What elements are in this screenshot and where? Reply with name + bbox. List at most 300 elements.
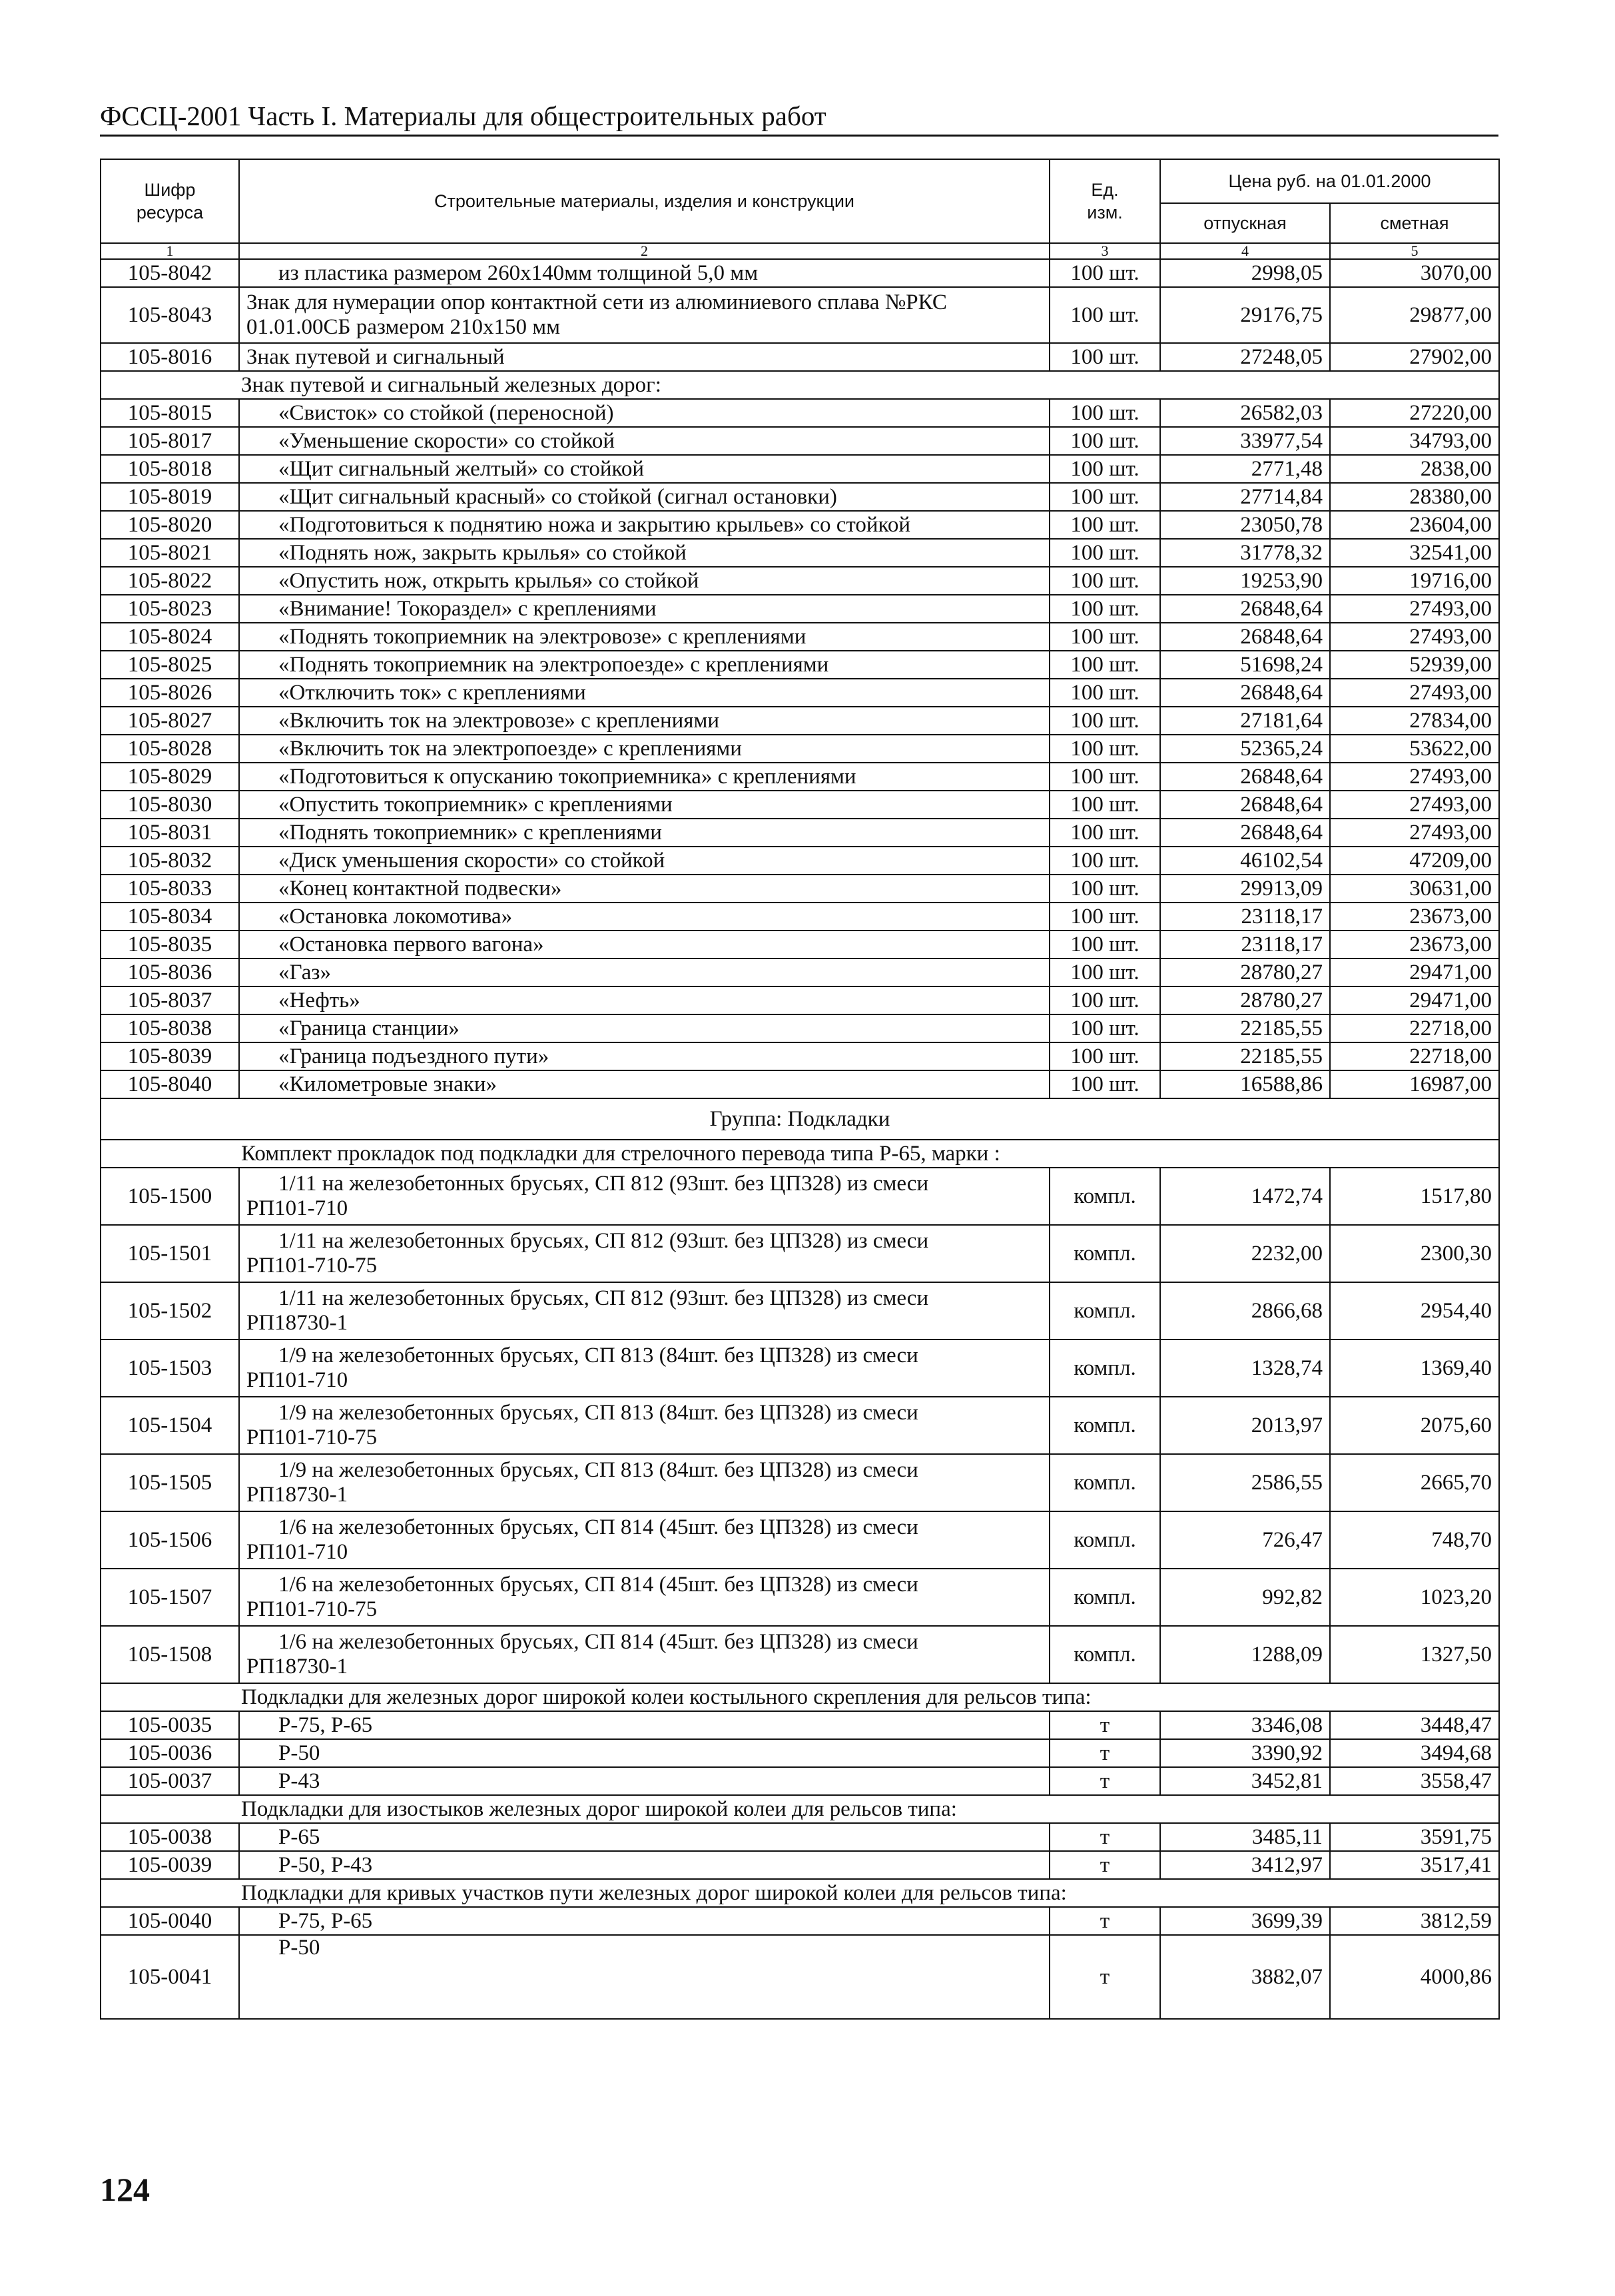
release-price: 2866,68 — [1160, 1282, 1330, 1339]
unit-cell: 100 шт. — [1050, 958, 1160, 986]
item-name: «Километровые знаки» — [239, 1070, 1050, 1098]
header-name: Строительные материалы, изделия и конструкции — [239, 159, 1050, 243]
item-name-line2: РП18730-1 — [246, 1655, 348, 1679]
table-row — [101, 986, 1499, 1014]
table-row — [101, 1397, 1499, 1454]
release-price: 19253,90 — [1160, 567, 1330, 595]
resource-code: 105-0037 — [101, 1767, 239, 1795]
table-row — [101, 679, 1499, 707]
item-name — [239, 1225, 1050, 1282]
table-row — [101, 287, 1499, 343]
price-table — [100, 159, 1500, 2020]
unit-cell: 100 шт. — [1050, 763, 1160, 791]
item-name: «Включить ток на электровозе» с креплениями — [239, 707, 1050, 735]
estimate-price: 1023,20 — [1330, 1569, 1499, 1626]
resource-code: 105-8028 — [101, 735, 239, 763]
item-name-line1: 1/6 на железобетонных брусьях, СП 814 (45шт. без ЦП328) из смеси — [278, 1573, 918, 1597]
item-name: «Уменьшение скорости» со стойкой — [239, 427, 1050, 455]
item-name: Знак путевой и сигнальный — [239, 343, 1050, 371]
unit-cell: 100 шт. — [1050, 707, 1160, 735]
section-heading: Знак путевой и сигнальный железных дорог: — [101, 371, 1499, 399]
release-price: 27181,64 — [1160, 707, 1330, 735]
estimate-price: 53622,00 — [1330, 735, 1499, 763]
resource-code: 105-8037 — [101, 986, 239, 1014]
unit-cell: 100 шт. — [1050, 259, 1160, 287]
release-price: 3485,11 — [1160, 1823, 1330, 1851]
item-name: «Диск уменьшения скорости» со стойкой — [239, 847, 1050, 875]
release-price: 22185,55 — [1160, 1042, 1330, 1070]
release-price: 1288,09 — [1160, 1626, 1330, 1683]
section-heading: Комплект прокладок под подкладки для стрелочного перевода типа Р-65, марки : — [101, 1140, 1499, 1168]
release-price: 28780,27 — [1160, 958, 1330, 986]
estimate-price: 2300,30 — [1330, 1225, 1499, 1282]
unit-cell: т — [1050, 1851, 1160, 1879]
estimate-price: 2075,60 — [1330, 1397, 1499, 1454]
column-number: 5 — [1330, 243, 1499, 259]
release-price: 31778,32 — [1160, 539, 1330, 567]
release-price: 26582,03 — [1160, 399, 1330, 427]
resource-code: 105-0040 — [101, 1907, 239, 1935]
release-price: 23118,17 — [1160, 903, 1330, 931]
unit-cell: 100 шт. — [1050, 623, 1160, 651]
release-price: 27714,84 — [1160, 483, 1330, 511]
table-row — [101, 399, 1499, 427]
item-name: «Поднять нож, закрыть крылья» со стойкой — [239, 539, 1050, 567]
table-row — [101, 1935, 1499, 2019]
estimate-price: 29471,00 — [1330, 958, 1499, 986]
estimate-price: 27220,00 — [1330, 399, 1499, 427]
resource-code: 105-1504 — [101, 1397, 239, 1454]
resource-code: 105-1505 — [101, 1454, 239, 1511]
resource-code: 105-8029 — [101, 763, 239, 791]
item-name: «Поднять токоприемник» с креплениями — [239, 819, 1050, 847]
unit-cell: 100 шт. — [1050, 1014, 1160, 1042]
section-heading: Подкладки для изостыков железных дорог широкой колеи для рельсов типа: — [101, 1795, 1499, 1823]
resource-code: 105-0038 — [101, 1823, 239, 1851]
resource-code: 105-8027 — [101, 707, 239, 735]
release-price: 46102,54 — [1160, 847, 1330, 875]
item-name-line1: 1/11 на железобетонных брусьях, СП 812 (93шт. без ЦП328) из смеси — [278, 1172, 929, 1196]
unit-cell: 100 шт. — [1050, 343, 1160, 371]
estimate-price: 2838,00 — [1330, 455, 1499, 483]
table-row — [101, 903, 1499, 931]
unit-cell: компл. — [1050, 1339, 1160, 1397]
unit-cell: т — [1050, 1767, 1160, 1795]
item-name: «Щит сигнальный красный» со стойкой (сигнал остановки) — [239, 483, 1050, 511]
group-row — [101, 1098, 1499, 1140]
section-row — [101, 1140, 1499, 1168]
resource-code: 105-8025 — [101, 651, 239, 679]
item-name: Р-43 — [239, 1767, 1050, 1795]
unit-cell: компл. — [1050, 1511, 1160, 1569]
header-unit-line1: Ед. — [1091, 180, 1119, 200]
item-name: «Поднять токоприемник на электропоезде» с креплениями — [239, 651, 1050, 679]
item-name: из пластика размером 260x140мм толщиной 5,0 мм — [239, 259, 1050, 287]
resource-code: 105-8020 — [101, 511, 239, 539]
table-row — [101, 427, 1499, 455]
estimate-price: 30631,00 — [1330, 875, 1499, 903]
item-name-line1: 1/6 на железобетонных брусьях, СП 814 (45шт. без ЦП328) из смеси — [278, 1630, 918, 1654]
unit-cell: компл. — [1050, 1397, 1160, 1454]
header-price-release: отпускная — [1160, 203, 1330, 243]
table-row — [101, 763, 1499, 791]
item-name-line2: РП18730-1 — [246, 1311, 348, 1335]
release-price: 26848,64 — [1160, 623, 1330, 651]
unit-cell: 100 шт. — [1050, 595, 1160, 623]
estimate-price: 3591,75 — [1330, 1823, 1499, 1851]
unit-cell: 100 шт. — [1050, 455, 1160, 483]
estimate-price: 3448,47 — [1330, 1711, 1499, 1739]
item-name: Р-75, Р-65 — [239, 1907, 1050, 1935]
estimate-price: 27493,00 — [1330, 679, 1499, 707]
resource-code: 105-8042 — [101, 259, 239, 287]
item-name — [239, 1339, 1050, 1397]
resource-code: 105-0035 — [101, 1711, 239, 1739]
item-name: «Остановка первого вагона» — [239, 931, 1050, 958]
unit-cell: 100 шт. — [1050, 819, 1160, 847]
release-price: 16588,86 — [1160, 1070, 1330, 1098]
table-row — [101, 1014, 1499, 1042]
column-number: 4 — [1160, 243, 1330, 259]
resource-code: 105-8022 — [101, 567, 239, 595]
estimate-price: 22718,00 — [1330, 1042, 1499, 1070]
item-name — [239, 1511, 1050, 1569]
unit-cell: 100 шт. — [1050, 791, 1160, 819]
estimate-price: 23673,00 — [1330, 903, 1499, 931]
release-price: 23050,78 — [1160, 511, 1330, 539]
header-code — [101, 159, 239, 243]
unit-cell: компл. — [1050, 1168, 1160, 1225]
release-price: 1472,74 — [1160, 1168, 1330, 1225]
estimate-price: 27493,00 — [1330, 595, 1499, 623]
resource-code: 105-1502 — [101, 1282, 239, 1339]
table-row — [101, 1070, 1499, 1098]
item-name: Р-50 — [239, 1935, 1050, 2019]
item-name: «Свисток» со стойкой (переносной) — [239, 399, 1050, 427]
estimate-price: 3517,41 — [1330, 1851, 1499, 1879]
table-row — [101, 1225, 1499, 1282]
unit-cell: т — [1050, 1823, 1160, 1851]
item-name: «Включить ток на электропоезде» с креплениями — [239, 735, 1050, 763]
table-row — [101, 791, 1499, 819]
estimate-price: 34793,00 — [1330, 427, 1499, 455]
table-row — [101, 1168, 1499, 1225]
release-price: 26848,64 — [1160, 819, 1330, 847]
item-name: «Подготовиться к поднятию ножа и закрытию крыльев» со стойкой — [239, 511, 1050, 539]
unit-cell: компл. — [1050, 1282, 1160, 1339]
unit-cell: 100 шт. — [1050, 1070, 1160, 1098]
estimate-price: 29471,00 — [1330, 986, 1499, 1014]
estimate-price: 23673,00 — [1330, 931, 1499, 958]
item-name-line1: 1/9 на железобетонных брусьях, СП 813 (84шт. без ЦП328) из смеси — [278, 1401, 918, 1425]
item-name: Знак для нумерации опор контактной сети из алюминиевого сплава №РКС 01.01.00СБ размером 210x150 мм — [239, 287, 1050, 343]
unit-cell: 100 шт. — [1050, 931, 1160, 958]
resource-code: 105-8017 — [101, 427, 239, 455]
release-price: 22185,55 — [1160, 1014, 1330, 1042]
release-price: 1328,74 — [1160, 1339, 1330, 1397]
resource-code: 105-8032 — [101, 847, 239, 875]
estimate-price: 22718,00 — [1330, 1014, 1499, 1042]
table-row — [101, 651, 1499, 679]
unit-cell: 100 шт. — [1050, 399, 1160, 427]
unit-cell: 100 шт. — [1050, 483, 1160, 511]
header-unit — [1050, 159, 1160, 243]
release-price: 726,47 — [1160, 1511, 1330, 1569]
unit-cell: 100 шт. — [1050, 847, 1160, 875]
item-name — [239, 1569, 1050, 1626]
unit-cell: 100 шт. — [1050, 539, 1160, 567]
release-price: 26848,64 — [1160, 679, 1330, 707]
unit-cell: 100 шт. — [1050, 735, 1160, 763]
table-row — [101, 455, 1499, 483]
item-name-line2: РП101-710 — [246, 1540, 348, 1564]
table-row — [101, 511, 1499, 539]
release-price: 52365,24 — [1160, 735, 1330, 763]
item-name-line1: 1/11 на железобетонных брусьях, СП 812 (93шт. без ЦП328) из смеси — [278, 1286, 929, 1310]
header-price-estimate: сметная — [1330, 203, 1499, 243]
resource-code: 105-8016 — [101, 343, 239, 371]
resource-code: 105-8018 — [101, 455, 239, 483]
release-price: 26848,64 — [1160, 791, 1330, 819]
estimate-price: 23604,00 — [1330, 511, 1499, 539]
resource-code: 105-8023 — [101, 595, 239, 623]
estimate-price: 27902,00 — [1330, 343, 1499, 371]
release-price: 3346,08 — [1160, 1711, 1330, 1739]
item-name-line1: 1/11 на железобетонных брусьях, СП 812 (93шт. без ЦП328) из смеси — [278, 1229, 929, 1253]
item-name-line1: 1/9 на железобетонных брусьях, СП 813 (84шт. без ЦП328) из смеси — [278, 1458, 918, 1482]
estimate-price: 3558,47 — [1330, 1767, 1499, 1795]
release-price: 51698,24 — [1160, 651, 1330, 679]
header-unit-line2: изм. — [1087, 202, 1123, 222]
table-row — [101, 875, 1499, 903]
table-row — [101, 1569, 1499, 1626]
table-row — [101, 735, 1499, 763]
table-row — [101, 1454, 1499, 1511]
item-name — [239, 1454, 1050, 1511]
table-row — [101, 819, 1499, 847]
unit-cell: т — [1050, 1711, 1160, 1739]
unit-cell: 100 шт. — [1050, 287, 1160, 343]
resource-code: 105-8026 — [101, 679, 239, 707]
release-price: 2013,97 — [1160, 1397, 1330, 1454]
table-row — [101, 1851, 1499, 1879]
resource-code: 105-8038 — [101, 1014, 239, 1042]
unit-cell: т — [1050, 1739, 1160, 1767]
item-name: «Щит сигнальный желтый» со стойкой — [239, 455, 1050, 483]
resource-code: 105-0041 — [101, 1935, 239, 2019]
estimate-price: 16987,00 — [1330, 1070, 1499, 1098]
item-name-line2: РП18730-1 — [246, 1483, 348, 1507]
table-row — [101, 623, 1499, 651]
release-price: 2771,48 — [1160, 455, 1330, 483]
release-price: 3882,07 — [1160, 1935, 1330, 2019]
estimate-price: 3070,00 — [1330, 259, 1499, 287]
resource-code: 105-8043 — [101, 287, 239, 343]
estimate-price: 3494,68 — [1330, 1739, 1499, 1767]
resource-code: 105-8015 — [101, 399, 239, 427]
estimate-price: 27834,00 — [1330, 707, 1499, 735]
section-heading: Подкладки для железных дорог широкой колеи костыльного скрепления для рельсов типа: — [101, 1683, 1499, 1711]
release-price: 992,82 — [1160, 1569, 1330, 1626]
table-row — [101, 1767, 1499, 1795]
resource-code: 105-8040 — [101, 1070, 239, 1098]
estimate-price: 29877,00 — [1330, 287, 1499, 343]
resource-code: 105-1503 — [101, 1339, 239, 1397]
header-price-group: Цена руб. на 01.01.2000 — [1160, 159, 1499, 203]
column-number: 1 — [101, 243, 239, 259]
table-row — [101, 1823, 1499, 1851]
table-row — [101, 1339, 1499, 1397]
resource-code: 105-8024 — [101, 623, 239, 651]
table-row — [101, 1626, 1499, 1683]
item-name: «Опустить нож, открыть крылья» со стойкой — [239, 567, 1050, 595]
unit-cell: 100 шт. — [1050, 567, 1160, 595]
item-name: Р-75, Р-65 — [239, 1711, 1050, 1739]
column-numbers-row — [101, 243, 1499, 259]
resource-code: 105-1508 — [101, 1626, 239, 1683]
resource-code: 105-8033 — [101, 875, 239, 903]
item-name: «Поднять токоприемник на электровозе» с креплениями — [239, 623, 1050, 651]
estimate-price: 27493,00 — [1330, 819, 1499, 847]
unit-cell: 100 шт. — [1050, 875, 1160, 903]
item-name: «Газ» — [239, 958, 1050, 986]
estimate-price: 2665,70 — [1330, 1454, 1499, 1511]
unit-cell: 100 шт. — [1050, 511, 1160, 539]
item-name — [239, 1282, 1050, 1339]
resource-code: 105-0039 — [101, 1851, 239, 1879]
unit-cell: компл. — [1050, 1454, 1160, 1511]
unit-cell: компл. — [1050, 1225, 1160, 1282]
item-name — [239, 1168, 1050, 1225]
estimate-price: 27493,00 — [1330, 763, 1499, 791]
resource-code: 105-8036 — [101, 958, 239, 986]
estimate-price: 28380,00 — [1330, 483, 1499, 511]
item-name: «Граница станции» — [239, 1014, 1050, 1042]
section-row — [101, 1683, 1499, 1711]
table-row — [101, 847, 1499, 875]
item-name: «Отключить ток» с креплениями — [239, 679, 1050, 707]
unit-cell: т — [1050, 1907, 1160, 1935]
header-code-line2: ресурса — [136, 202, 204, 222]
table-row — [101, 958, 1499, 986]
release-price: 2998,05 — [1160, 259, 1330, 287]
estimate-price: 1369,40 — [1330, 1339, 1499, 1397]
item-name: «Остановка локомотива» — [239, 903, 1050, 931]
table-row — [101, 343, 1499, 371]
estimate-price: 52939,00 — [1330, 651, 1499, 679]
release-price: 29913,09 — [1160, 875, 1330, 903]
release-price: 3412,97 — [1160, 1851, 1330, 1879]
resource-code: 105-8019 — [101, 483, 239, 511]
estimate-price: 47209,00 — [1330, 847, 1499, 875]
unit-cell: 100 шт. — [1050, 903, 1160, 931]
release-price: 26848,64 — [1160, 595, 1330, 623]
item-name-line2: РП101-710 — [246, 1368, 348, 1392]
release-price: 28780,27 — [1160, 986, 1330, 1014]
group-title: Группа: Подкладки — [101, 1098, 1499, 1140]
item-name-line1: 1/6 на железобетонных брусьях, СП 814 (45шт. без ЦП328) из смеси — [278, 1515, 918, 1539]
table-row — [101, 1511, 1499, 1569]
section-row — [101, 1795, 1499, 1823]
estimate-price: 27493,00 — [1330, 791, 1499, 819]
section-row — [101, 371, 1499, 399]
unit-cell: 100 шт. — [1050, 651, 1160, 679]
resource-code: 105-8034 — [101, 903, 239, 931]
estimate-price: 1517,80 — [1330, 1168, 1499, 1225]
release-price: 3452,81 — [1160, 1767, 1330, 1795]
release-price: 3390,92 — [1160, 1739, 1330, 1767]
resource-code: 105-1501 — [101, 1225, 239, 1282]
release-price: 3699,39 — [1160, 1907, 1330, 1935]
item-name: Р-50, Р-43 — [239, 1851, 1050, 1879]
table-row — [101, 1042, 1499, 1070]
item-name: «Граница подъездного пути» — [239, 1042, 1050, 1070]
release-price: 23118,17 — [1160, 931, 1330, 958]
item-name-line2: РП101-710-75 — [246, 1254, 378, 1278]
table-row — [101, 1711, 1499, 1739]
column-number: 3 — [1050, 243, 1160, 259]
column-number: 2 — [239, 243, 1050, 259]
unit-cell: 100 шт. — [1050, 986, 1160, 1014]
resource-code: 105-8035 — [101, 931, 239, 958]
release-price: 27248,05 — [1160, 343, 1330, 371]
table-row — [101, 1907, 1499, 1935]
table-row — [101, 1282, 1499, 1339]
resource-code: 105-8030 — [101, 791, 239, 819]
table-row — [101, 1739, 1499, 1767]
header-code-line1: Шифр — [144, 180, 196, 200]
section-heading: Подкладки для кривых участков пути железных дорог широкой колеи для рельсов типа: — [101, 1879, 1499, 1907]
resource-code: 105-8039 — [101, 1042, 239, 1070]
table-row — [101, 707, 1499, 735]
estimate-price: 27493,00 — [1330, 623, 1499, 651]
unit-cell: 100 шт. — [1050, 427, 1160, 455]
unit-cell: компл. — [1050, 1569, 1160, 1626]
section-row — [101, 1879, 1499, 1907]
item-name-line2: РП101-710 — [246, 1196, 348, 1220]
item-name-line1: 1/9 на железобетонных брусьях, СП 813 (84шт. без ЦП328) из смеси — [278, 1343, 918, 1367]
resource-code: 105-1507 — [101, 1569, 239, 1626]
resource-code: 105-1500 — [101, 1168, 239, 1225]
estimate-price: 2954,40 — [1330, 1282, 1499, 1339]
item-name: «Конец контактной подвески» — [239, 875, 1050, 903]
unit-cell: 100 шт. — [1050, 1042, 1160, 1070]
page-number: 124 — [100, 2171, 150, 2208]
table-row — [101, 931, 1499, 958]
release-price: 26848,64 — [1160, 763, 1330, 791]
table-row — [101, 595, 1499, 623]
table-row — [101, 483, 1499, 511]
resource-code: 105-8021 — [101, 539, 239, 567]
estimate-price: 19716,00 — [1330, 567, 1499, 595]
item-name: «Внимание! Токораздел» с креплениями — [239, 595, 1050, 623]
page-header: ФССЦ-2001 Часть I. Материалы для общестроительных работ — [100, 99, 1498, 137]
resource-code: 105-1506 — [101, 1511, 239, 1569]
item-name: «Подготовиться к опусканию токоприемника» с креплениями — [239, 763, 1050, 791]
item-name: Р-50 — [239, 1739, 1050, 1767]
table-row — [101, 567, 1499, 595]
estimate-price: 4000,86 — [1330, 1935, 1499, 2019]
item-name: «Опустить токоприемник» с креплениями — [239, 791, 1050, 819]
estimate-price: 32541,00 — [1330, 539, 1499, 567]
table-row — [101, 259, 1499, 287]
unit-cell: т — [1050, 1935, 1160, 2019]
release-price: 33977,54 — [1160, 427, 1330, 455]
resource-code: 105-0036 — [101, 1739, 239, 1767]
item-name: Р-65 — [239, 1823, 1050, 1851]
item-name — [239, 1397, 1050, 1454]
item-name — [239, 1626, 1050, 1683]
